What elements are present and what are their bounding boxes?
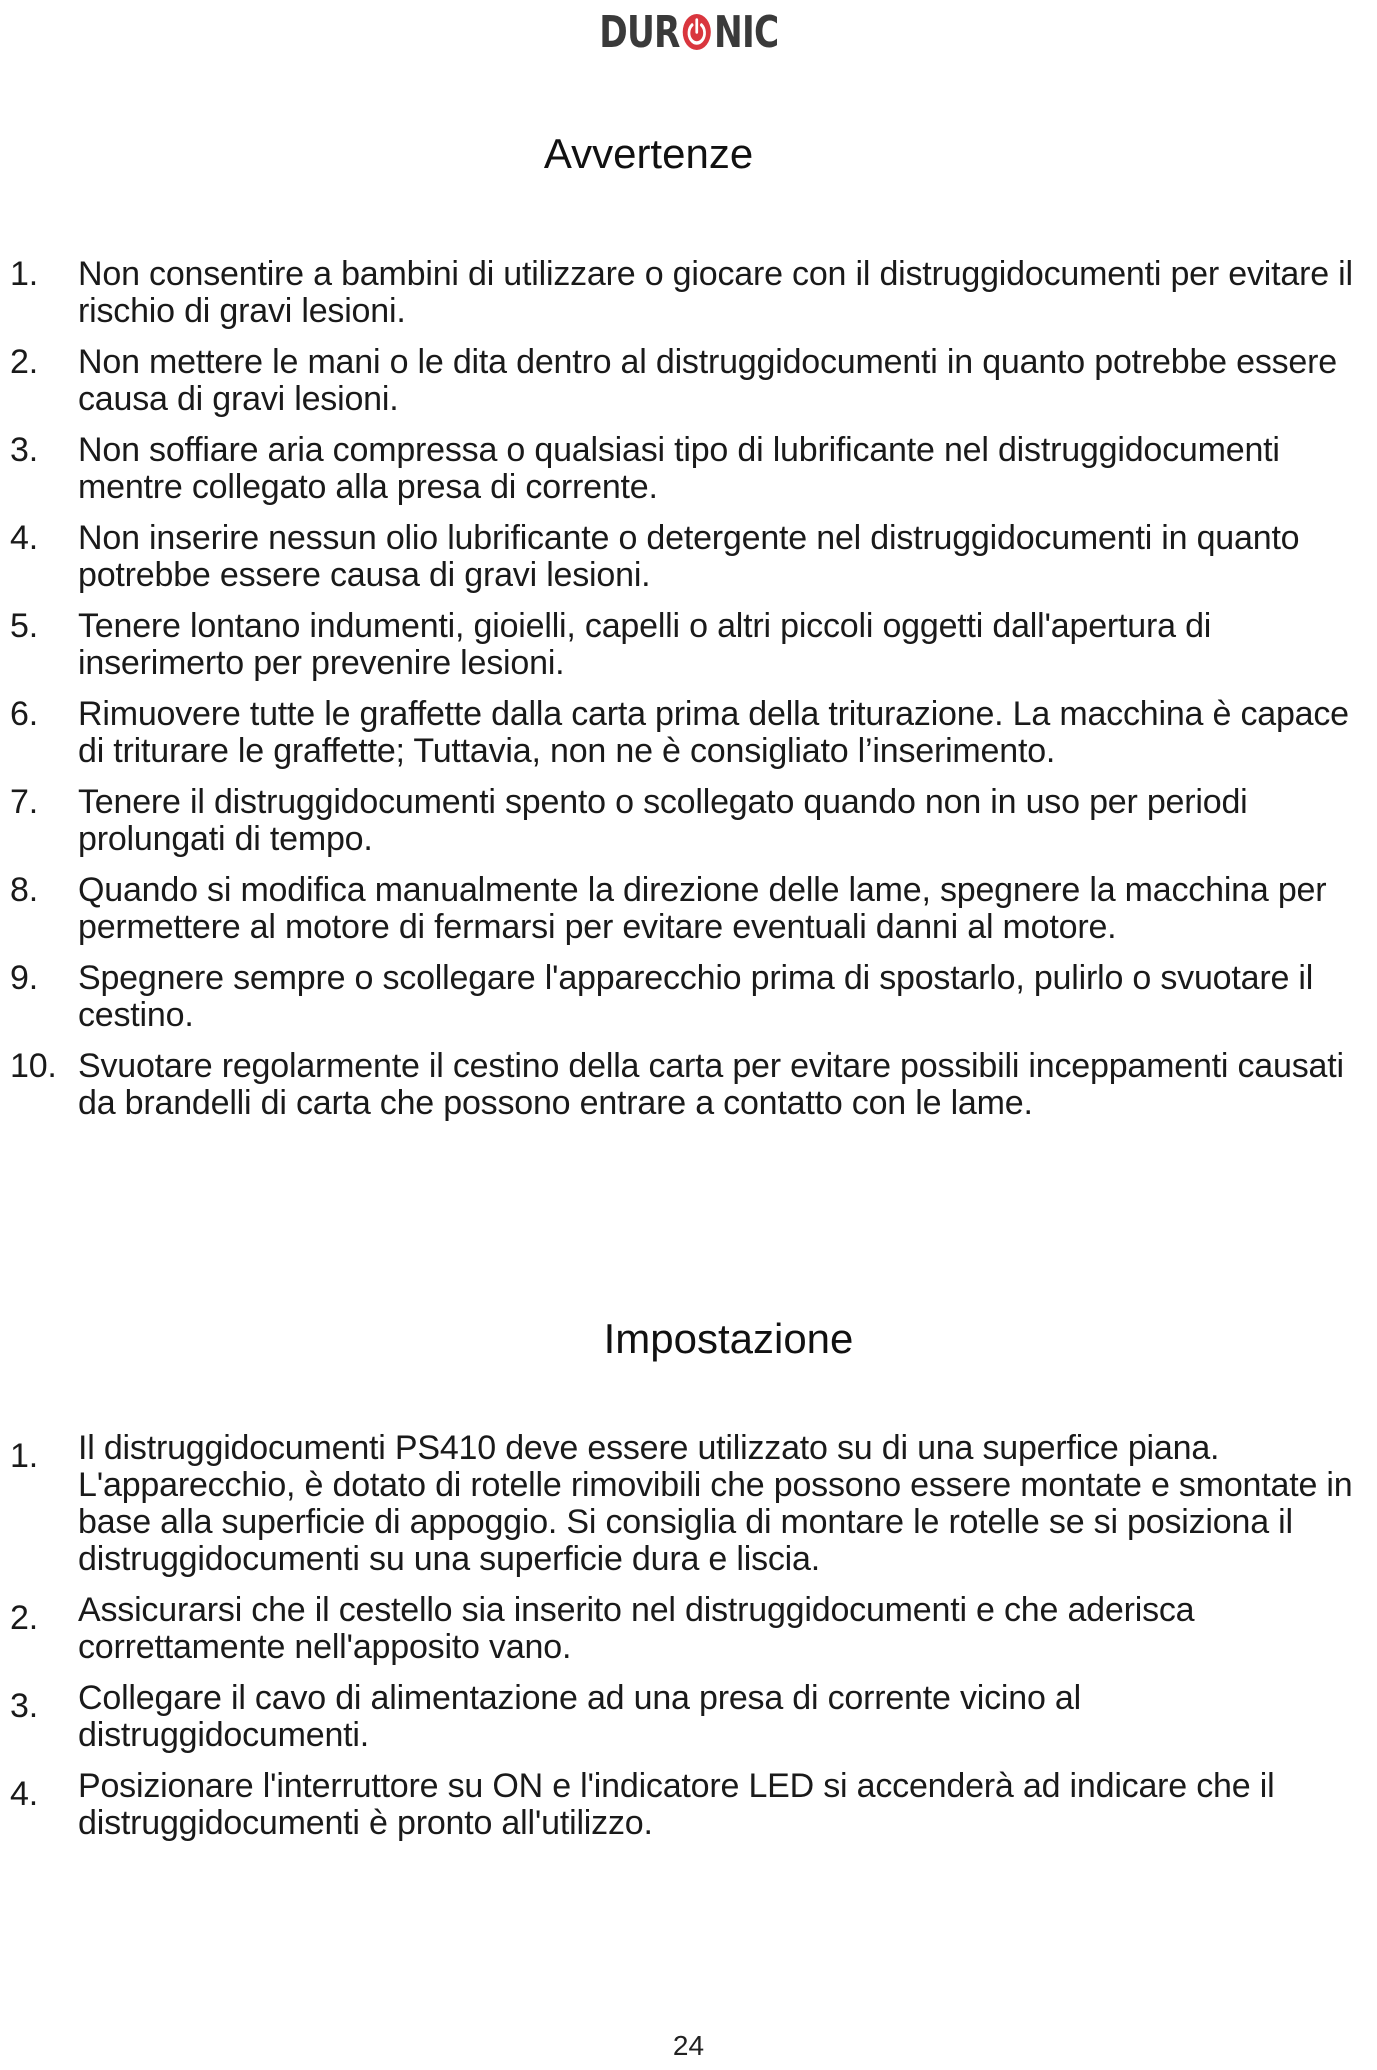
item-number: 1. (10, 1437, 38, 1475)
item-text: Collegare il cavo di alimentazione ad una presa di corrente vicino al distruggidocumenti. (78, 1679, 1081, 1754)
setup-item (0, 1430, 1377, 1578)
item-text: Assicurarsi che il cestello sia inserito nel distruggidocumenti e che aderisca correttamente nell'apposito vano. (78, 1591, 1195, 1666)
item-text: Non inserire nessun olio lubrificante o detergente nel distruggidocumenti in quanto potrebbe essere causa di gravi lesioni. (78, 519, 1300, 594)
logo-right-text: NIC (713, 6, 779, 58)
warning-item (0, 960, 1377, 1034)
item-text: Quando si modifica manualmente la direzione delle lame, spegnere la macchina per permettere al motore di fermarsi per evitare eventuali danni al motore. (78, 871, 1327, 946)
item-number: 10. (10, 1047, 57, 1085)
item-text: Spegnere sempre o scollegare l'apparecchio prima di spostarlo, pulirlo o svuotare il cestino. (78, 959, 1314, 1034)
warning-item (0, 784, 1377, 858)
item-number: 3. (10, 431, 38, 469)
item-number: 4. (10, 1775, 38, 1813)
item-text: Rimuovere tutte le graffette dalla carta prima della triturazione. La macchina è capace di triturare le graffette; Tuttavia, non ne è consigliato l’inserimento. (78, 695, 1349, 770)
brand-logo (0, 6, 1377, 58)
item-text: Tenere il distruggidocumenti spento o scollegato quando non in uso per periodi prolungati di tempo. (78, 783, 1248, 858)
warnings-title: Avvertenze (543, 130, 754, 177)
setup-item (0, 1768, 1377, 1842)
item-text: Tenere lontano indumenti, gioielli, capelli o altri piccoli oggetti dall'apertura di inserimerto per prevenire lesioni. (78, 607, 1212, 682)
item-text: Svuotare regolarmente il cestino della carta per evitare possibili inceppamenti causati da brandelli di carta che possono entrare a contatto con le lame. (78, 1047, 1344, 1122)
warnings-list (0, 256, 1377, 1136)
item-number: 7. (10, 783, 38, 821)
item-number: 3. (10, 1687, 38, 1725)
warning-item (0, 608, 1377, 682)
warning-item (0, 1048, 1377, 1122)
item-number: 9. (10, 959, 38, 997)
item-text: Non soffiare aria compressa o qualsiasi tipo di lubrificante nel distruggidocumenti mentre collegato alla presa di corrente. (78, 431, 1280, 506)
setup-item (0, 1680, 1377, 1754)
setup-title: Impostazione (603, 1315, 854, 1362)
page-number: 24 (672, 2030, 705, 2061)
warning-item (0, 344, 1377, 418)
warning-item (0, 432, 1377, 506)
item-number: 1. (10, 255, 38, 293)
setup-list (0, 1430, 1377, 1856)
power-icon (681, 12, 712, 52)
item-number: 2. (10, 1599, 38, 1637)
warning-item (0, 872, 1377, 946)
item-number: 4. (10, 519, 38, 557)
logo-left-text: DUR (598, 6, 680, 58)
item-text: Non consentire a bambini di utilizzare o giocare con il distruggidocumenti per evitare il rischio di gravi lesioni. (78, 255, 1353, 330)
setup-item (0, 1592, 1377, 1666)
warning-item (0, 520, 1377, 594)
item-number: 5. (10, 607, 38, 645)
item-number: 2. (10, 343, 38, 381)
item-text: Posizionare l'interruttore su ON e l'indicatore LED si accenderà ad indicare che il distruggidocumenti è pronto all'utilizzo. (78, 1767, 1275, 1842)
item-text: Non mettere le mani o le dita dentro al distruggidocumenti in quanto potrebbe essere causa di gravi lesioni. (78, 343, 1337, 418)
item-number: 6. (10, 695, 38, 733)
brand-logo-text (599, 7, 778, 58)
item-number: 8. (10, 871, 38, 909)
warning-item (0, 256, 1377, 330)
item-text: Il distruggidocumenti PS410 deve essere utilizzato su di una superfice piana. L'apparecchio, è dotato di rotelle rimovibili che possono essere montate e smontate in base alla superficie di appoggio. Si consiglia di montare le rotelle se si posiziona il distruggidocumenti su una superficie dura e liscia. (78, 1429, 1353, 1578)
warning-item (0, 696, 1377, 770)
